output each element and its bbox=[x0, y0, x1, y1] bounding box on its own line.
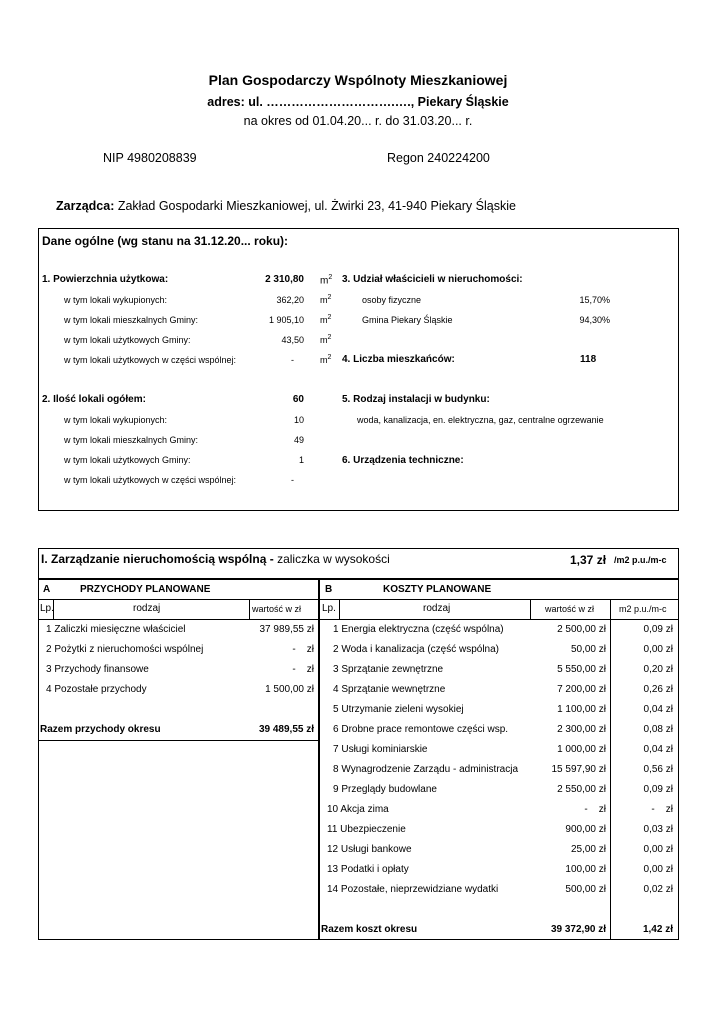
cost-value: 500,00 zł bbox=[565, 884, 606, 895]
area-row-value: - bbox=[291, 355, 294, 365]
manager-label: Zarządca: bbox=[56, 199, 115, 213]
row-name: Pożytki z nieruchomości wspólnej bbox=[54, 644, 204, 655]
units-row-value: - bbox=[291, 475, 294, 485]
cost-m2: 0,00 zł bbox=[643, 844, 673, 855]
unit-exponent: 2 bbox=[327, 354, 332, 361]
cost-m2: 0,00 zł bbox=[643, 864, 673, 875]
nip: NIP 4980208839 bbox=[103, 151, 197, 165]
cost-m2: - zł bbox=[651, 804, 673, 815]
owner-value: 94,30% bbox=[579, 315, 610, 325]
cost-value: 2 300,00 zł bbox=[557, 724, 606, 735]
row-name: Sprzątanie wewnętrzne bbox=[341, 684, 446, 695]
cost-total-m2: 1,42 zł bbox=[642, 924, 673, 935]
install-label: 5. Rodzaj instalacji w budynku: bbox=[342, 394, 490, 405]
row-lp: 7 bbox=[333, 744, 339, 755]
row-lp: 3 bbox=[333, 664, 339, 675]
row-lp: 4 bbox=[333, 684, 339, 695]
row-lp: 11 bbox=[327, 824, 338, 835]
row-lp: 2 bbox=[333, 644, 339, 655]
divider bbox=[249, 599, 250, 619]
units-row-label: w tym lokali wykupionych: bbox=[64, 415, 168, 425]
area-row-value: 43,50 bbox=[281, 335, 304, 345]
unit-text: m bbox=[320, 295, 328, 305]
row-lp: 5 bbox=[333, 704, 339, 715]
general-data-box bbox=[38, 228, 679, 511]
address-line: adres: ul. ………………………….…., Piekary Śląskie bbox=[207, 95, 509, 109]
manager-line bbox=[56, 199, 516, 213]
cost-m2: 0,20 zł bbox=[643, 664, 673, 675]
unit-text: m bbox=[320, 315, 328, 325]
cost-m2: 0,09 zł bbox=[643, 784, 673, 795]
cost-m2: 0,03 zł bbox=[643, 824, 673, 835]
row-name: Usługi bankowe bbox=[340, 844, 412, 855]
cost-value: 900,00 zł bbox=[565, 824, 606, 835]
cost-row bbox=[327, 884, 498, 895]
unit-text: m bbox=[320, 355, 328, 365]
col-value: wartość w zł bbox=[545, 604, 595, 614]
divider bbox=[339, 599, 340, 619]
section1-title-bold: I. Zarządzanie nieruchomością wspólną - bbox=[41, 552, 274, 566]
cost-row bbox=[327, 844, 412, 855]
cost-total-value: 39 372,90 zł bbox=[550, 924, 606, 935]
row-name: Woda i kanalizacja (część wspólna) bbox=[341, 644, 500, 655]
divider bbox=[38, 740, 318, 741]
area-label: 1. Powierzchnia użytkowa: bbox=[42, 274, 169, 285]
row-name: Przychody finansowe bbox=[54, 664, 149, 675]
cost-row bbox=[333, 744, 427, 755]
area-row-label: w tym lokali użytkowych Gminy: bbox=[64, 335, 191, 345]
area-row-unit bbox=[320, 354, 331, 365]
row-lp: 6 bbox=[333, 724, 339, 735]
row-name: Wynagrodzenie Zarządu - administracja bbox=[341, 764, 518, 775]
row-name: Pozostałe przychody bbox=[54, 684, 147, 695]
residents-label: 4. Liczba mieszkańców: bbox=[342, 354, 455, 365]
divider bbox=[318, 578, 320, 940]
unit-exponent: 2 bbox=[327, 314, 332, 321]
cost-value: 5 550,00 zł bbox=[557, 664, 606, 675]
cost-m2: 0,00 zł bbox=[643, 644, 673, 655]
owner-label: osoby fizyczne bbox=[362, 295, 422, 305]
cost-row bbox=[327, 864, 409, 875]
row-name: Energia elektryczna (część wspólna) bbox=[341, 624, 504, 635]
row-name: Zaliczki miesięczne właściciel bbox=[54, 624, 186, 635]
section1-title-rest: zaliczka w wysokości bbox=[273, 552, 390, 566]
units-row-value: 10 bbox=[293, 415, 304, 425]
divider bbox=[38, 578, 679, 580]
units-row-label: w tym lokali mieszkalnych Gminy: bbox=[64, 435, 199, 445]
cost-value: 1 100,00 zł bbox=[557, 704, 606, 715]
col-lp: Lp. bbox=[40, 603, 54, 614]
row-name: Ubezpieczenie bbox=[340, 824, 406, 835]
area-row-unit bbox=[320, 314, 331, 325]
income-letter: A bbox=[43, 584, 51, 595]
manager-value: Zakład Gospodarki Mieszkaniowej, ul. Żwirki 23, 41-940 Piekary Śląskie bbox=[117, 199, 516, 213]
units-row-label: w tym lokali użytkowych w części wspólnej: bbox=[64, 475, 237, 485]
cost-row bbox=[333, 644, 499, 655]
area-row-label: w tym lokali wykupionych: bbox=[64, 295, 168, 305]
row-lp: 13 bbox=[327, 864, 339, 875]
cost-total-label: Razem koszt okresu bbox=[321, 924, 418, 935]
period-line: na okres od 01.04.20... r. do 31.03.20... r. bbox=[243, 114, 473, 128]
units-row-label: w tym lokali użytkowych Gminy: bbox=[64, 455, 191, 465]
costs-title: KOSZTY PLANOWANE bbox=[383, 584, 492, 595]
area-row-value: 362,20 bbox=[276, 295, 304, 305]
divider bbox=[530, 599, 531, 619]
col-lp: Lp. bbox=[322, 603, 336, 614]
cost-value: 25,00 zł bbox=[570, 844, 606, 855]
income-value: 1 500,00 zł bbox=[265, 684, 314, 695]
area-row-value: 1 905,10 bbox=[268, 315, 304, 325]
income-value: 37 989,55 zł bbox=[259, 624, 314, 635]
cost-m2: 0,09 zł bbox=[643, 624, 673, 635]
residents-value: 118 bbox=[580, 354, 597, 365]
row-name: Sprzątanie zewnętrzne bbox=[341, 664, 444, 675]
area-value: 2 310,80 bbox=[265, 274, 304, 285]
cost-m2: 0,56 zł bbox=[643, 764, 673, 775]
cost-value: 7 200,00 zł bbox=[557, 684, 606, 695]
cost-value: 50,00 zł bbox=[570, 644, 606, 655]
units-value: 60 bbox=[292, 394, 304, 405]
col-m2: m2 p.u./m-c bbox=[619, 604, 667, 614]
income-title: PRZYCHODY PLANOWANE bbox=[80, 584, 211, 595]
cost-row bbox=[327, 804, 389, 815]
row-lp: 9 bbox=[333, 784, 339, 795]
cost-row bbox=[327, 824, 406, 835]
units-label: 2. Ilość lokali ogółem: bbox=[42, 394, 146, 405]
income-row bbox=[46, 684, 147, 695]
income-value: - zł bbox=[292, 664, 314, 675]
row-lp: 10 bbox=[327, 804, 339, 815]
cost-value: - zł bbox=[584, 804, 606, 815]
area-row-label: w tym lokali mieszkalnych Gminy: bbox=[64, 315, 199, 325]
cost-m2: 0,26 zł bbox=[643, 684, 673, 695]
income-row bbox=[46, 664, 149, 675]
income-row bbox=[46, 644, 203, 655]
row-lp: 1 bbox=[46, 624, 52, 635]
page-title: Plan Gospodarczy Wspólnoty Mieszkaniowej bbox=[208, 72, 508, 88]
income-total-value: 39 489,55 zł bbox=[258, 724, 314, 735]
cost-m2: 0,04 zł bbox=[643, 744, 673, 755]
section1-title bbox=[41, 552, 390, 566]
owner-label: Gmina Piekary Śląskie bbox=[362, 315, 453, 325]
row-name: Akcja zima bbox=[340, 804, 389, 815]
cost-value: 2 550,00 zł bbox=[557, 784, 606, 795]
row-lp: 3 bbox=[46, 664, 52, 675]
regon: Regon 240224200 bbox=[387, 151, 490, 165]
unit-text: m bbox=[320, 335, 328, 345]
col-type: rodzaj bbox=[133, 603, 161, 614]
cost-m2: 0,08 zł bbox=[643, 724, 673, 735]
units-row-value: 49 bbox=[293, 435, 304, 445]
owner-value: 15,70% bbox=[579, 295, 610, 305]
row-lp: 1 bbox=[333, 624, 339, 635]
row-name: Drobne prace remontowe części wsp. bbox=[341, 724, 509, 735]
install-value: woda, kanalizacja, en. elektryczna, gaz, centralne ogrzewanie bbox=[357, 415, 604, 425]
cost-row bbox=[333, 784, 437, 795]
general-heading: Dane ogólne (wg stanu na 31.12.20... roku): bbox=[42, 234, 289, 248]
income-row bbox=[46, 624, 186, 635]
income-total-label: Razem przychody okresu bbox=[40, 724, 161, 735]
row-lp: 8 bbox=[333, 764, 339, 775]
cost-row bbox=[333, 684, 445, 695]
row-lp: 14 bbox=[327, 884, 339, 895]
cost-m2: 0,04 zł bbox=[643, 704, 673, 715]
col-type: rodzaj bbox=[423, 603, 451, 614]
unit-exponent: 2 bbox=[327, 334, 332, 341]
cost-row bbox=[333, 704, 464, 715]
cost-value: 1 000,00 zł bbox=[557, 744, 606, 755]
units-row-value: 1 bbox=[298, 455, 304, 465]
row-name: Usługi kominiarskie bbox=[341, 744, 428, 755]
row-lp: 4 bbox=[46, 684, 52, 695]
area-row-label: w tym lokali użytkowych w części wspólnej: bbox=[64, 355, 237, 365]
cost-value: 15 597,90 zł bbox=[551, 764, 606, 775]
unit-text: m bbox=[320, 275, 329, 287]
costs-letter: B bbox=[325, 584, 333, 595]
row-name: Utrzymanie zieleni wysokiej bbox=[341, 704, 464, 715]
row-name: Przeglądy budowlane bbox=[341, 784, 437, 795]
row-name: Podatki i opłaty bbox=[340, 864, 409, 875]
area-row-unit bbox=[320, 294, 331, 305]
owners-label: 3. Udział właścicieli w nieruchomości: bbox=[342, 274, 523, 285]
row-lp: 2 bbox=[46, 644, 52, 655]
divider bbox=[610, 599, 611, 940]
rate-unit: /m2 p.u./m-c bbox=[614, 555, 667, 565]
unit-exponent: 2 bbox=[327, 294, 332, 301]
area-unit bbox=[320, 274, 332, 286]
cost-value: 100,00 zł bbox=[565, 864, 606, 875]
cost-m2: 0,02 zł bbox=[643, 884, 673, 895]
area-row-unit bbox=[320, 334, 331, 345]
cost-row bbox=[333, 624, 504, 635]
rate-value: 1,37 zł bbox=[570, 553, 607, 567]
row-name: Pozostałe, nieprzewidziane wydatki bbox=[340, 884, 499, 895]
devices-label: 6. Urządzenia techniczne: bbox=[342, 455, 464, 466]
row-lp: 12 bbox=[327, 844, 339, 855]
col-value: wartość w zł bbox=[252, 604, 302, 614]
divider bbox=[38, 599, 679, 600]
divider bbox=[38, 619, 679, 620]
cost-row bbox=[333, 664, 443, 675]
unit-exponent: 2 bbox=[328, 274, 333, 281]
cost-value: 2 500,00 zł bbox=[557, 624, 606, 635]
income-value: - zł bbox=[292, 644, 314, 655]
